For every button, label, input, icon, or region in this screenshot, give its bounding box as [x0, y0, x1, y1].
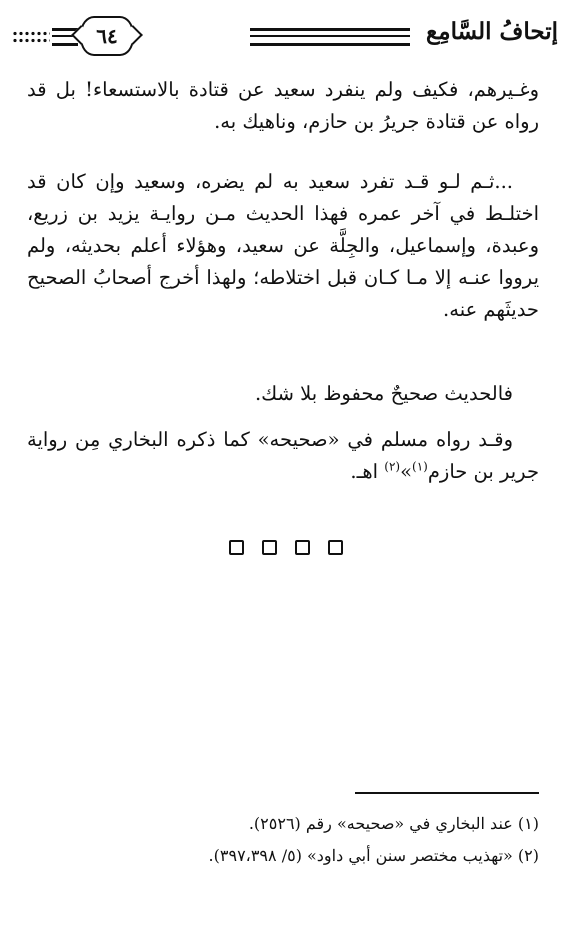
separator-square-icon — [328, 540, 343, 555]
header-rule-right — [250, 28, 410, 46]
footnote-ref-1: (١) — [412, 459, 428, 474]
separator-square-icon — [262, 540, 277, 555]
paragraph-1: وغـيرهم، فكيف ولم ينفرد سعيد عن قتادة بالاستسعاء! بل قد رواه عن قتادة جريرُ بن حازم، وناهيك به. — [27, 78, 539, 133]
footnotes — [29, 808, 539, 872]
paragraph-4-text: وقـد رواه مسلم في «صحيحه» كما ذكره البخاري مِن رواية جرير بن حازم — [27, 428, 539, 483]
section-separator — [0, 540, 571, 555]
closing-mark: اهـ. — [350, 460, 379, 483]
separator-square-icon — [295, 540, 310, 555]
page-number: ٦٤ — [96, 24, 118, 48]
paragraph-3: فالحديث صحيحٌ محفوظ بلا شك. — [254, 382, 513, 405]
separator-square-icon — [229, 540, 244, 555]
page-number-badge — [80, 16, 134, 56]
closing-quote: » — [400, 460, 413, 483]
paragraph-2: ...ثـم لـو قـد تفرد سعيد به لم يضره، وسعيد وإن كان قد اختلـط في آخر عمره فهذا الحديث مـن روايـة يزيد بن زريع، وعبدة، وإسماعيل، والجِلَّة عن سعيد، وهؤلاء أعلم بحديثه، ولم يرووا عنـه إلا مـا كـان قبل اختلاطه؛ ولهذا أخرج أصحابُ الصحيح حديثَهم عنه. — [27, 170, 539, 321]
header-ornament-dots — [12, 30, 50, 44]
running-title: إتحافُ السَّامِع — [426, 18, 558, 45]
footnote-divider — [355, 792, 539, 794]
footnote-2: (٢) «تهذيب مختصر سنن أبي داود» (٥/ ٣٩٧،٣٩٨). — [208, 846, 539, 865]
paragraph-4 — [27, 424, 539, 488]
page-header — [8, 12, 558, 58]
footnote-1: (١) عند البخاري في «صحيحه» رقم (٢٥٢٦). — [248, 814, 539, 833]
footnote-ref-2: (٢) — [384, 459, 401, 474]
